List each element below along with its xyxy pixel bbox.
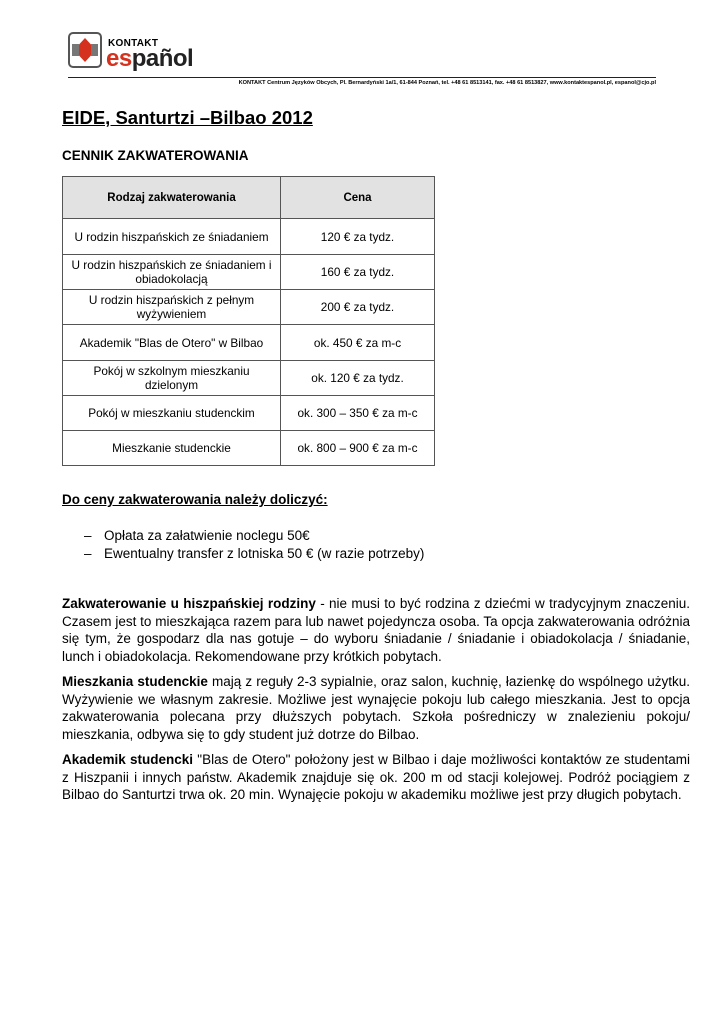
table-row <box>63 431 435 466</box>
header-address: KONTAKT Centrum Języków Obcych, Pl. Bernardyński 1a/1, 61-844 Poznań, tel. +48 61 8513141, fax. +48 61 8513827, www.kontaktespanol.pl, espanol@cjo.pl <box>238 80 656 86</box>
list-item: – Ewentualny transfer z lotniska 50 € (w razie potrzeby) <box>84 546 425 561</box>
table-row <box>63 255 435 290</box>
paragraph-student-flats: Mieszkania studenckie mają z reguły 2-3 sypialnie, oraz salon, kuchnię, łazienkę do wspólnego użytku. Wyżywienie we własnym zakresie. Możliwe jest wynajęcie pokoju lub całego mieszkania. Jest to opcja zakwaterowania polecana przy dłuższych pobytach. Szkoła pośredniczy w znalezieniu pokoju/ mieszkania, odbywa się to gdy student już dotrze do Bilbao. <box>62 674 690 742</box>
extras-list <box>84 527 424 563</box>
cell-type: Akademik "Blas de Otero" w Bilbao <box>63 325 281 361</box>
paragraph-dormitory: Akademik studencki "Blas de Otero" położony jest w Bilbao i daje możliwości kontaktów ze studentami z Hiszpanii i innych państw. Akademik znajduje się ok. 200 m od stacji kolejowej. Podróż pociągiem z Bilbao do Santurtzi trwa ok. 20 min. Wynajęcie pokoju w akademiku możliwe jest przy długich pobytach. <box>62 752 690 802</box>
dash-bullet: – <box>84 546 92 561</box>
list-item: – Opłata za załatwienie noclegu 50€ <box>84 528 310 543</box>
table-row <box>63 396 435 431</box>
header-divider <box>68 77 656 78</box>
dash-bullet: – <box>84 528 92 543</box>
cell-type: U rodzin hiszpańskich ze śniadaniem i obiadokolacją <box>63 255 281 290</box>
logo-icon <box>68 30 102 70</box>
cell-price: 200 € za tydz. <box>281 290 435 325</box>
letterhead <box>68 30 656 88</box>
logo-kontakt-text: KONTAKT <box>108 38 159 49</box>
table-header-row <box>63 177 435 219</box>
column-header: Rodzaj zakwaterowania <box>63 177 281 219</box>
table-row <box>63 325 435 361</box>
section-subtitle: CENNIK ZAKWATEROWANIA <box>62 148 249 163</box>
description-section <box>62 595 690 812</box>
cell-type: U rodzin hiszpańskich z pełnym wyżywieniem <box>63 290 281 325</box>
table-row <box>63 219 435 255</box>
cell-type: Pokój w mieszkaniu studenckim <box>63 396 281 431</box>
price-table <box>62 176 435 466</box>
cell-price: ok. 800 – 900 € za m-c <box>281 431 435 466</box>
cell-price: ok. 450 € za m-c <box>281 325 435 361</box>
cell-type: Pokój w szkolnym mieszkaniu dzielonym <box>63 361 281 396</box>
cell-price: 160 € za tydz. <box>281 255 435 290</box>
logo-espanol-text: español <box>106 45 194 72</box>
paragraph-family: Zakwaterowanie u hiszpańskiej rodziny - nie musi to być rodzina z dziećmi w tradycyjnym znaczeniu. Czasem jest to mieszkająca razem para lub nawet pojedyncza osoba. Ta opcja zakwaterowania odróżnia się tym, że gospodarz dla nas gotuje – do wyboru śniadanie / śniadanie i obiadokolacja / śniadanie, lunch i obiadokolacja. Rekomendowane przy krótkich pobytach. <box>62 596 690 664</box>
cell-price: 120 € za tydz. <box>281 219 435 255</box>
cell-type: Mieszkanie studenckie <box>63 431 281 466</box>
page-title: EIDE, Santurtzi –Bilbao 2012 <box>62 107 313 128</box>
extras-heading: Do ceny zakwaterowania należy doliczyć: <box>62 492 328 507</box>
cell-type: U rodzin hiszpańskich ze śniadaniem <box>63 219 281 255</box>
column-header: Cena <box>281 177 435 219</box>
cell-price: ok. 300 – 350 € za m-c <box>281 396 435 431</box>
cell-price: ok. 120 € za tydz. <box>281 361 435 396</box>
table-row <box>63 361 435 396</box>
table-row <box>63 290 435 325</box>
